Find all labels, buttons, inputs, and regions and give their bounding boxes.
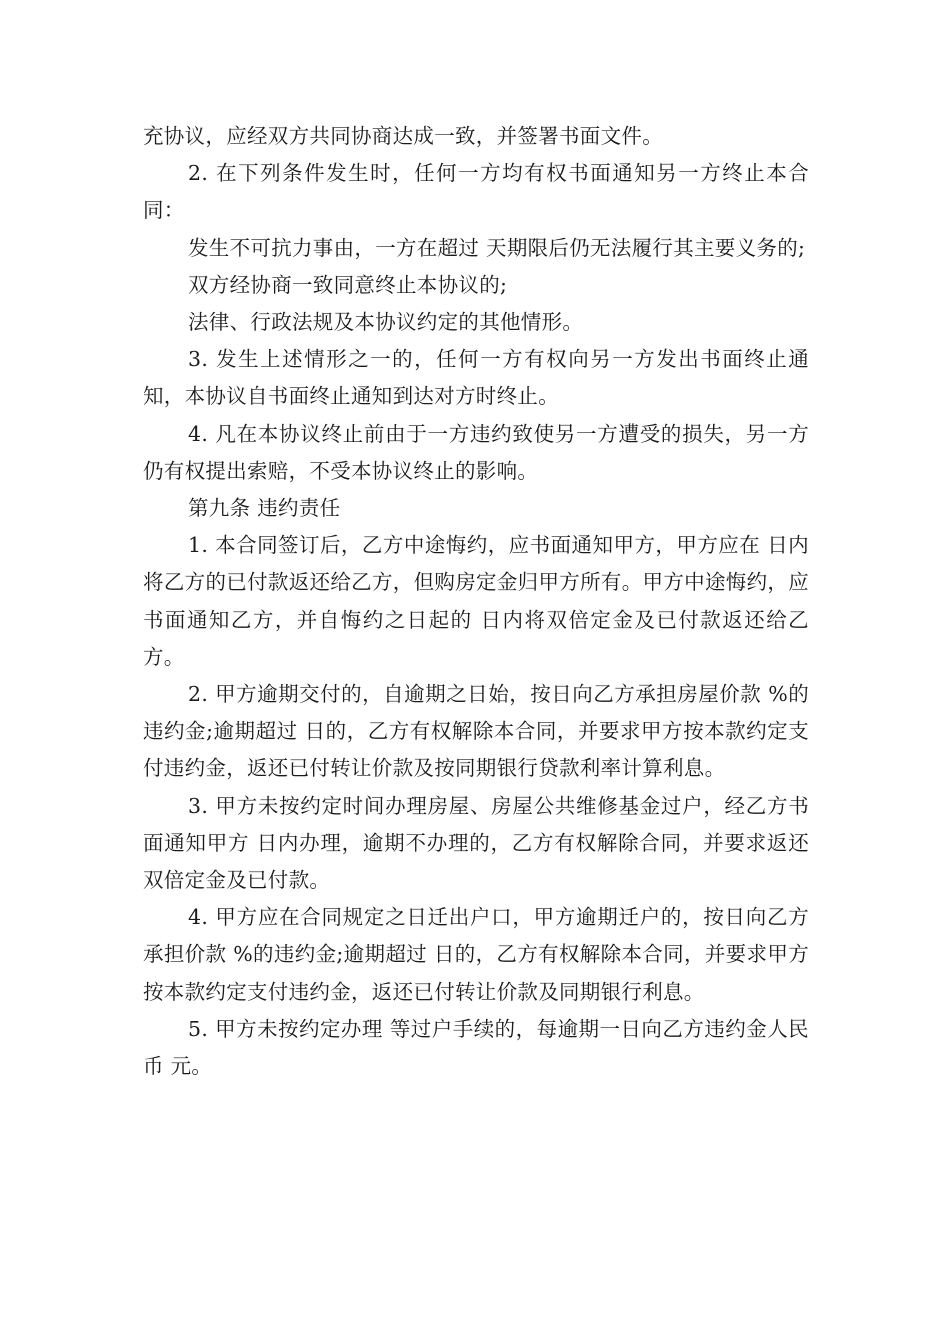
paragraph: 法律、行政法规及本协议约定的其他情形。	[188, 310, 584, 335]
paragraph: 3. 发生上述情形之一的，任何一方有权向另一方发出书面终止通知，本协议自书面终止通知到达对方时终止。	[143, 347, 809, 409]
paragraph: 3. 甲方未按约定时间办理房屋、房屋公共维修基金过户，经乙方书面通知甲方 日内办理，逾期不办理的，乙方有权解除合同，并要求返还双倍定金及已付款。	[143, 793, 809, 893]
paragraph: 双方经协商一致同意终止本协议的;	[188, 272, 508, 297]
paragraph: 2. 甲方逾期交付的，自逾期之日始，按日向乙方承担房屋价款 %的违约金;逾期超过 日的，乙方有权解除本合同，并要求甲方按本款约定支付违约金，返还已付转让价款及按同期银行贷款利率计算利息。	[143, 682, 809, 781]
paragraph: 4. 凡在本协议终止前由于一方违约致使另一方遭受的损失，另一方仍有权提出索赔，不受本协议终止的影响。	[143, 421, 809, 483]
paragraph: 2. 在下列条件发生时，任何一方均有权书面通知另一方终止本合同：	[143, 161, 809, 223]
paragraph: 发生不可抗力事由，一方在超过 天期限后仍无法履行其主要义务的;	[188, 235, 806, 260]
paragraph: 5. 甲方未按约定办理 等过户手续的，每逾期一日向乙方违约金人民币 元。	[143, 1016, 809, 1079]
section-heading: 第九条 违约责任	[188, 496, 341, 521]
document-body	[143, 118, 809, 1085]
paragraph: 1. 本合同签订后，乙方中途悔约，应书面通知甲方，甲方应在 日内将乙方的已付款返还给乙方，但购房定金归甲方所有。甲方中途悔约，应书面通知乙方，并自悔约之日起的 日内将双倍定金及已付款返还给乙方。	[143, 533, 809, 669]
paragraph: 充协议，应经双方共同协商达成一致，并签署书面文件。	[143, 124, 663, 148]
paragraph: 4. 甲方应在合同规定之日迁出户口，甲方逾期迁户的，按日向乙方承担价款 %的违约金;逾期超过 日的，乙方有权解除本合同，并要求甲方按本款约定支付违约金，返还已付转让价款及同期银行利息。	[143, 905, 809, 1004]
